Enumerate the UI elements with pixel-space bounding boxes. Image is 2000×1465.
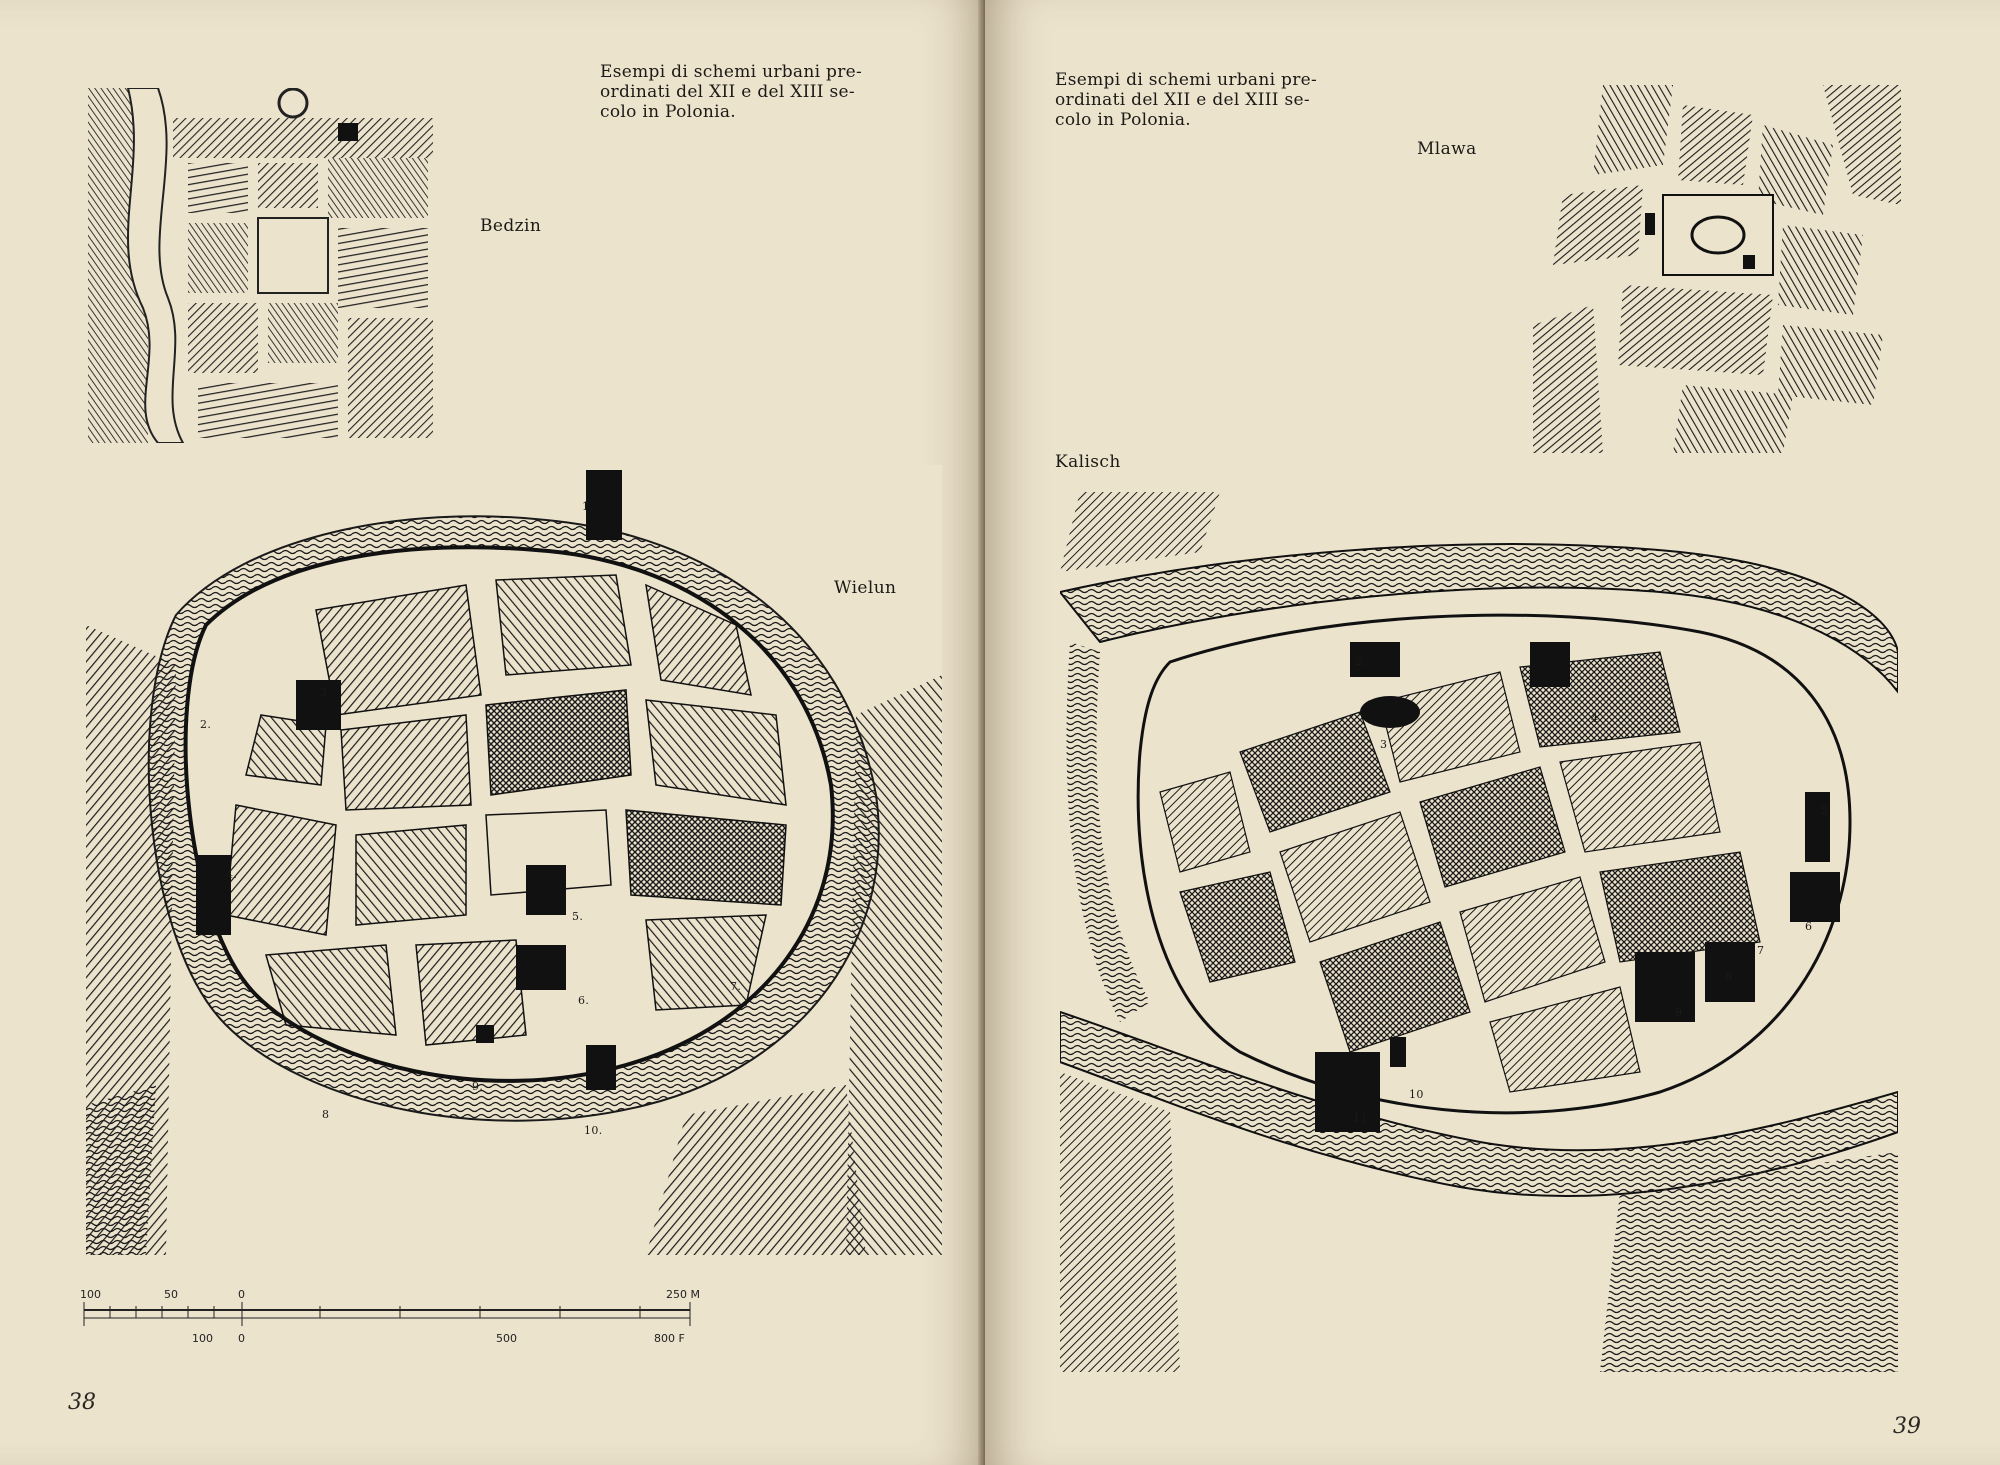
kalisch-marker-11: 11: [1353, 1112, 1368, 1125]
scale-bar: [80, 1280, 700, 1370]
kalisch-marker-10: 10: [1409, 1088, 1424, 1101]
wielun-marker-5: 5.: [572, 910, 584, 923]
mlawa-map-drawing: [1533, 85, 1901, 453]
bedzin-label: Bedzin: [480, 216, 542, 236]
scale-m-0: 0: [238, 1288, 245, 1301]
kalisch-label: Kalisch: [1055, 452, 1121, 472]
kalisch-marker-2: 2.: [1355, 655, 1367, 668]
scale-f-500: 500: [496, 1332, 517, 1345]
wielun-label: Wielun: [834, 578, 897, 598]
wielun-map: [86, 465, 942, 1255]
wielun-marker-2: 2.: [200, 718, 212, 731]
kalisch-map-drawing: [1060, 492, 1898, 1372]
scale-m-50: 50: [164, 1288, 178, 1301]
wielun-marker-4: 4.: [226, 868, 238, 881]
bedzin-map-drawing: [88, 88, 438, 443]
bedzin-map: [88, 88, 438, 443]
wielun-map-drawing: [86, 465, 942, 1255]
left-caption: Esempi di schemi urbani pre- ordinati del XII e del XIII se- colo in Polonia.: [600, 62, 863, 122]
scale-m-100: 100: [80, 1288, 101, 1301]
wielun-marker-6: 6.: [578, 994, 590, 1007]
right-caption: Esempi di schemi urbani pre- ordinati del XII e del XIII se- colo in Polonia.: [1055, 70, 1318, 130]
kalisch-marker-9: 9: [1675, 1006, 1683, 1019]
kalisch-marker-8: 8: [1725, 970, 1733, 983]
left-page-number: 38: [68, 1390, 96, 1415]
kalisch-marker-7: 7: [1757, 944, 1765, 957]
mlawa-label: Mlawa: [1417, 139, 1477, 159]
kalisch-marker-5: 5: [1821, 804, 1829, 817]
wielun-marker-3: 3.: [320, 686, 332, 699]
wielun-marker-8: 8: [322, 1108, 330, 1121]
mlawa-map: [1533, 85, 1901, 453]
kalisch-map: [1060, 492, 1898, 1372]
wielun-marker-10: 10.: [584, 1124, 603, 1137]
wielun-marker-1: 1.: [582, 500, 594, 513]
wielun-marker-9: 9.: [472, 1080, 484, 1093]
scale-m-250: 250 M: [666, 1288, 700, 1301]
right-page-number: 39: [1893, 1414, 1921, 1439]
kalisch-marker-4: 4: [1591, 712, 1599, 725]
left-page: [0, 0, 985, 1465]
kalisch-marker-3: 3: [1380, 738, 1388, 751]
kalisch-marker-6: 6: [1805, 920, 1813, 933]
wielun-marker-7: 7.: [730, 980, 742, 993]
scale-f-100: 100: [192, 1332, 213, 1345]
scale-f-800: 800 F: [654, 1332, 685, 1345]
right-page: [985, 0, 2000, 1465]
scale-f-0: 0: [238, 1332, 245, 1345]
